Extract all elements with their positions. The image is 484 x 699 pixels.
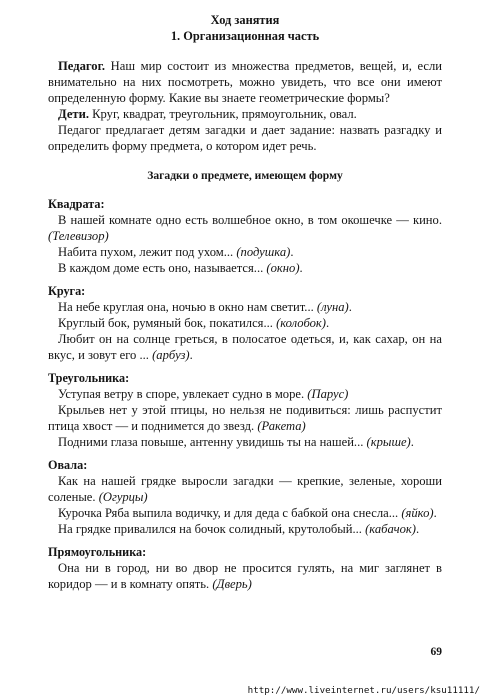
category-title: Квадрата: (48, 197, 105, 211)
intro-paragraph: Педагог предлагает детям загадки и дает задание: назвать разгадку и определить форму предмета, о котором идет речь. (48, 123, 442, 153)
riddle: Курочка Ряба выпила водичку, и для деда с бабкой она снесла... (яйко). (58, 506, 437, 520)
riddle: На небе круглая она, ночью в окно нам светит... (луна). (58, 300, 352, 314)
riddle: Круглый бок, румяный бок, покатился... (колобок). (58, 316, 330, 330)
intro-paragraph: Педагог. Наш мир состоит из множества предметов, вещей, и, если внимательно на них посмотреть, можно увидеть, что все они имеют определенную форму. Какие вы знаете геометрические формы? (48, 59, 442, 105)
category-title: Круга: (48, 284, 86, 298)
section-heading: 1. Организационная часть (170, 29, 320, 43)
riddle: Как на нашей грядке выросли загадки — крепкие, зеленые, хороши соленые. (Огурцы) (48, 474, 442, 504)
category-title: Овала: (48, 458, 88, 472)
riddle: Подними глаза повыше, антенну увидишь ты на нашей... (крыше). (58, 435, 414, 449)
riddle: Набита пухом, лежит под ухом... (подушка). (58, 245, 294, 259)
riddle: В нашей комнате одно есть волшебное окно, в том окошечке — кино. (Телевизор) (48, 213, 442, 243)
category-title: Треугольника: (48, 371, 130, 385)
page-number: 69 (430, 646, 442, 658)
intro-paragraph: Дети. Круг, квадрат, треугольник, прямоугольник, овал. (58, 107, 357, 121)
riddles-heading: Загадки о предмете, имеющем форму (147, 169, 343, 182)
source-url: http://www.liveinternet.ru/users/ksu11111/ (247, 685, 480, 696)
page-content (48, 12, 442, 592)
riddle: Крыльев нет у этой птицы, но нельзя не подивиться: лишь распустит птица хвост — и поднимется до звезд. (Ракета) (48, 403, 442, 433)
category-title: Прямоугольника: (48, 545, 147, 559)
lesson-heading: Ход занятия (210, 13, 280, 27)
riddle: Она ни в город, ни во двор не просится гулять, на миг заглянет в коридор — и в комнату опять. (Дверь) (48, 561, 442, 591)
riddle: На грядке привалился на бочок солидный, крутолобый... (кабачок). (58, 522, 420, 536)
riddle: Уступая ветру в споре, увлекает судно в море. (Парус) (58, 387, 349, 401)
riddle: В каждом доме есть оно, называется... (окно). (58, 261, 303, 275)
riddle: Любит он на солнце греться, в полосатое одеться, и, как сахар, он на вкус, и зовут его ... (арбуз). (48, 332, 442, 362)
